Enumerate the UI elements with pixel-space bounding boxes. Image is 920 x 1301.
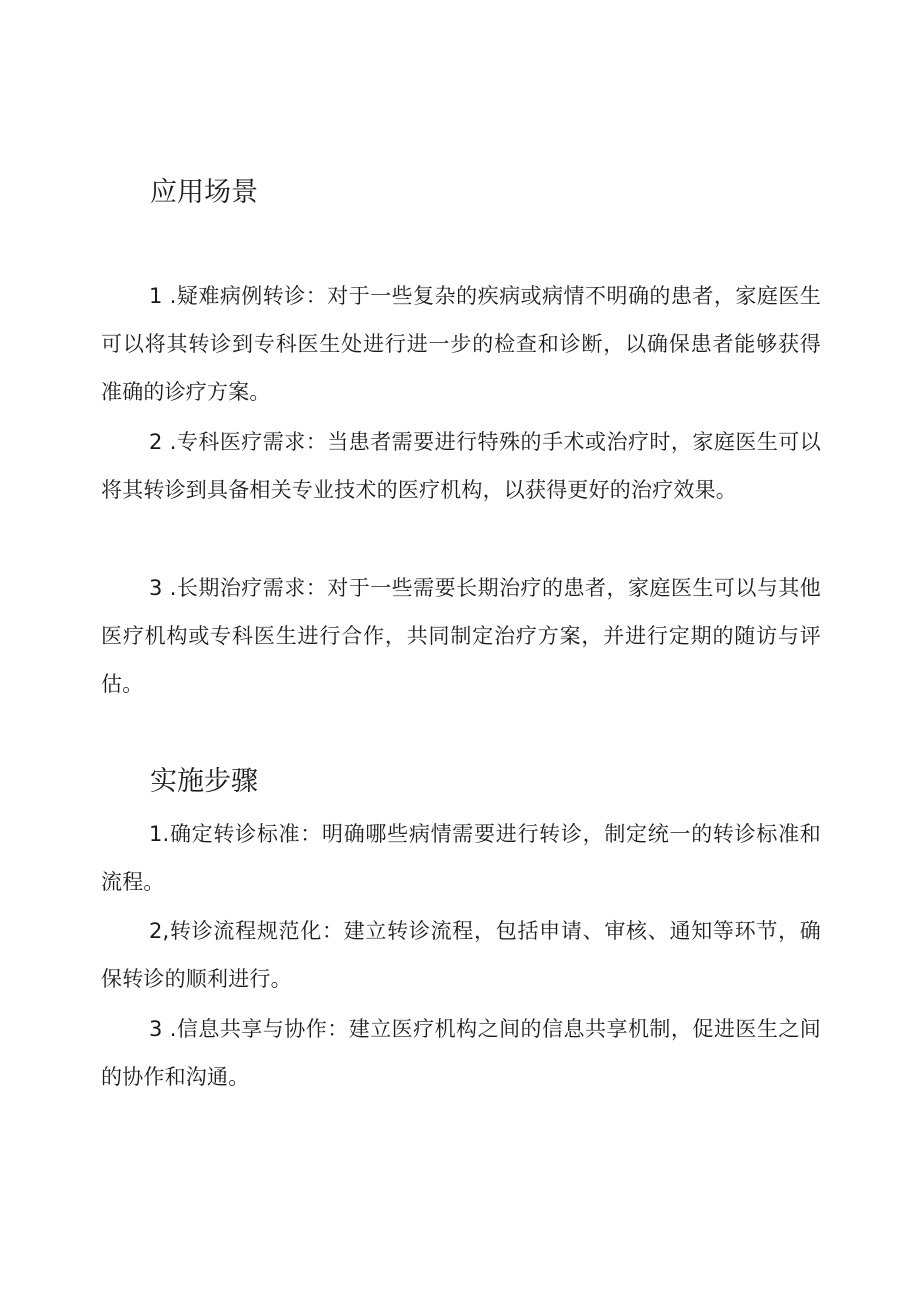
section-heading-implementation-steps: 实施步骤 <box>150 766 258 797</box>
paragraph-referral-process-standardization: 2,转诊流程规范化：建立转诊流程，包括申请、审核、通知等环节，确保转诊的顺利进行。 <box>101 919 821 991</box>
paragraph-referral-criteria: 1.确定转诊标准：明确哪些病情需要进行转诊，制定统一的转诊标准和流程。 <box>101 822 821 894</box>
section-heading-application-scenarios: 应用场景 <box>150 177 258 208</box>
paragraph-difficult-case-referral: 1 .疑难病例转诊：对于一些复杂的疾病或病情不明确的患者，家庭医生可以将其转诊到专科医生处进行进一步的检查和诊断，以确保患者能够获得准确的诊疗方案。 <box>101 284 821 404</box>
paragraph-specialist-care-needs: 2 .专科医疗需求：当患者需要进行特殊的手术或治疗时，家庭医生可以将其转诊到具备相关专业技术的医疗机构，以获得更好的治疗效果。 <box>101 430 821 502</box>
paragraph-information-sharing: 3 .信息共享与协作：建立医疗机构之间的信息共享机制，促进医生之间的协作和沟通。 <box>101 1017 821 1089</box>
paragraph-long-term-treatment-needs: 3 .长期治疗需求：对于一些需要长期治疗的患者，家庭医生可以与其他医疗机构或专科医生进行合作，共同制定治疗方案，并进行定期的随访与评估。 <box>101 576 821 696</box>
